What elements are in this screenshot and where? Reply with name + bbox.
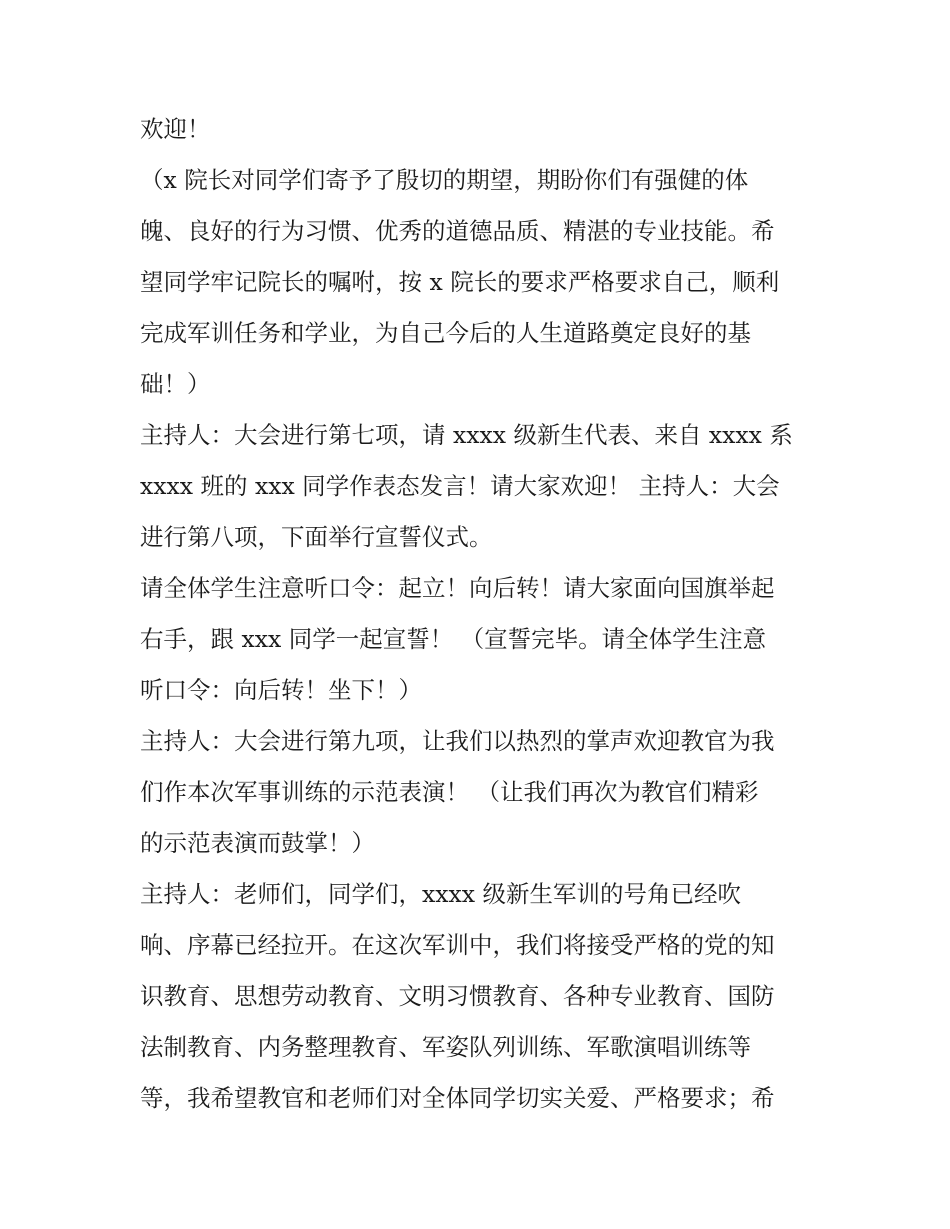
text-line: 听口令：向后转！坐下！） — [140, 676, 422, 704]
text-line: 法制教育、内务整理教育、军姿队列训练、军歌演唱训练等 — [140, 1033, 751, 1061]
document-body — [140, 104, 820, 1124]
text-line: 右手，跟 xxx 同学一起宣誓！ （宣誓完毕。请全体学生注意 — [140, 625, 767, 653]
text-line: 望同学牢记院长的嘱咐，按 x 院长的要求严格要求自己，顺利 — [140, 268, 780, 296]
text-line: 进行第八项，下面举行宣誓仪式。 — [140, 523, 493, 551]
text-line: （x 院长对同学们寄予了殷切的期望，期盼你们有强健的体 — [140, 166, 749, 194]
text-line: 完成军训任务和学业，为自己今后的人生道路奠定良好的基 — [140, 319, 751, 347]
text-line: 主持人：大会进行第七项，请 xxxx 级新生代表、来自 xxxx 系 — [140, 421, 793, 449]
text-line: 们作本次军事训练的示范表演！ （让我们再次为教官们精彩 — [140, 778, 759, 806]
text-line: 请全体学生注意听口令：起立！向后转！请大家面向国旗举起 — [140, 574, 775, 602]
text-line: 的示范表演而鼓掌！） — [140, 829, 375, 857]
text-line: 础！） — [140, 370, 211, 398]
text-line: xxxx 班的 xxx 同学作表态发言！请大家欢迎！ 主持人：大会 — [140, 472, 780, 500]
text-line: 等，我希望教官和老师们对全体同学切实关爱、严格要求；希 — [140, 1084, 775, 1112]
text-line: 主持人：老师们，同学们，xxxx 级新生军训的号角已经吹 — [140, 880, 741, 908]
text-line: 响、序幕已经拉开。在这次军训中，我们将接受严格的党的知 — [140, 931, 775, 959]
text-line: 欢迎！ — [140, 115, 211, 143]
text-line: 识教育、思想劳动教育、文明习惯教育、各种专业教育、国防 — [140, 982, 775, 1010]
text-line: 魄、良好的行为习惯、优秀的道德品质、精湛的专业技能。希 — [140, 217, 775, 245]
text-line: 主持人：大会进行第九项，让我们以热烈的掌声欢迎教官为我 — [140, 727, 775, 755]
